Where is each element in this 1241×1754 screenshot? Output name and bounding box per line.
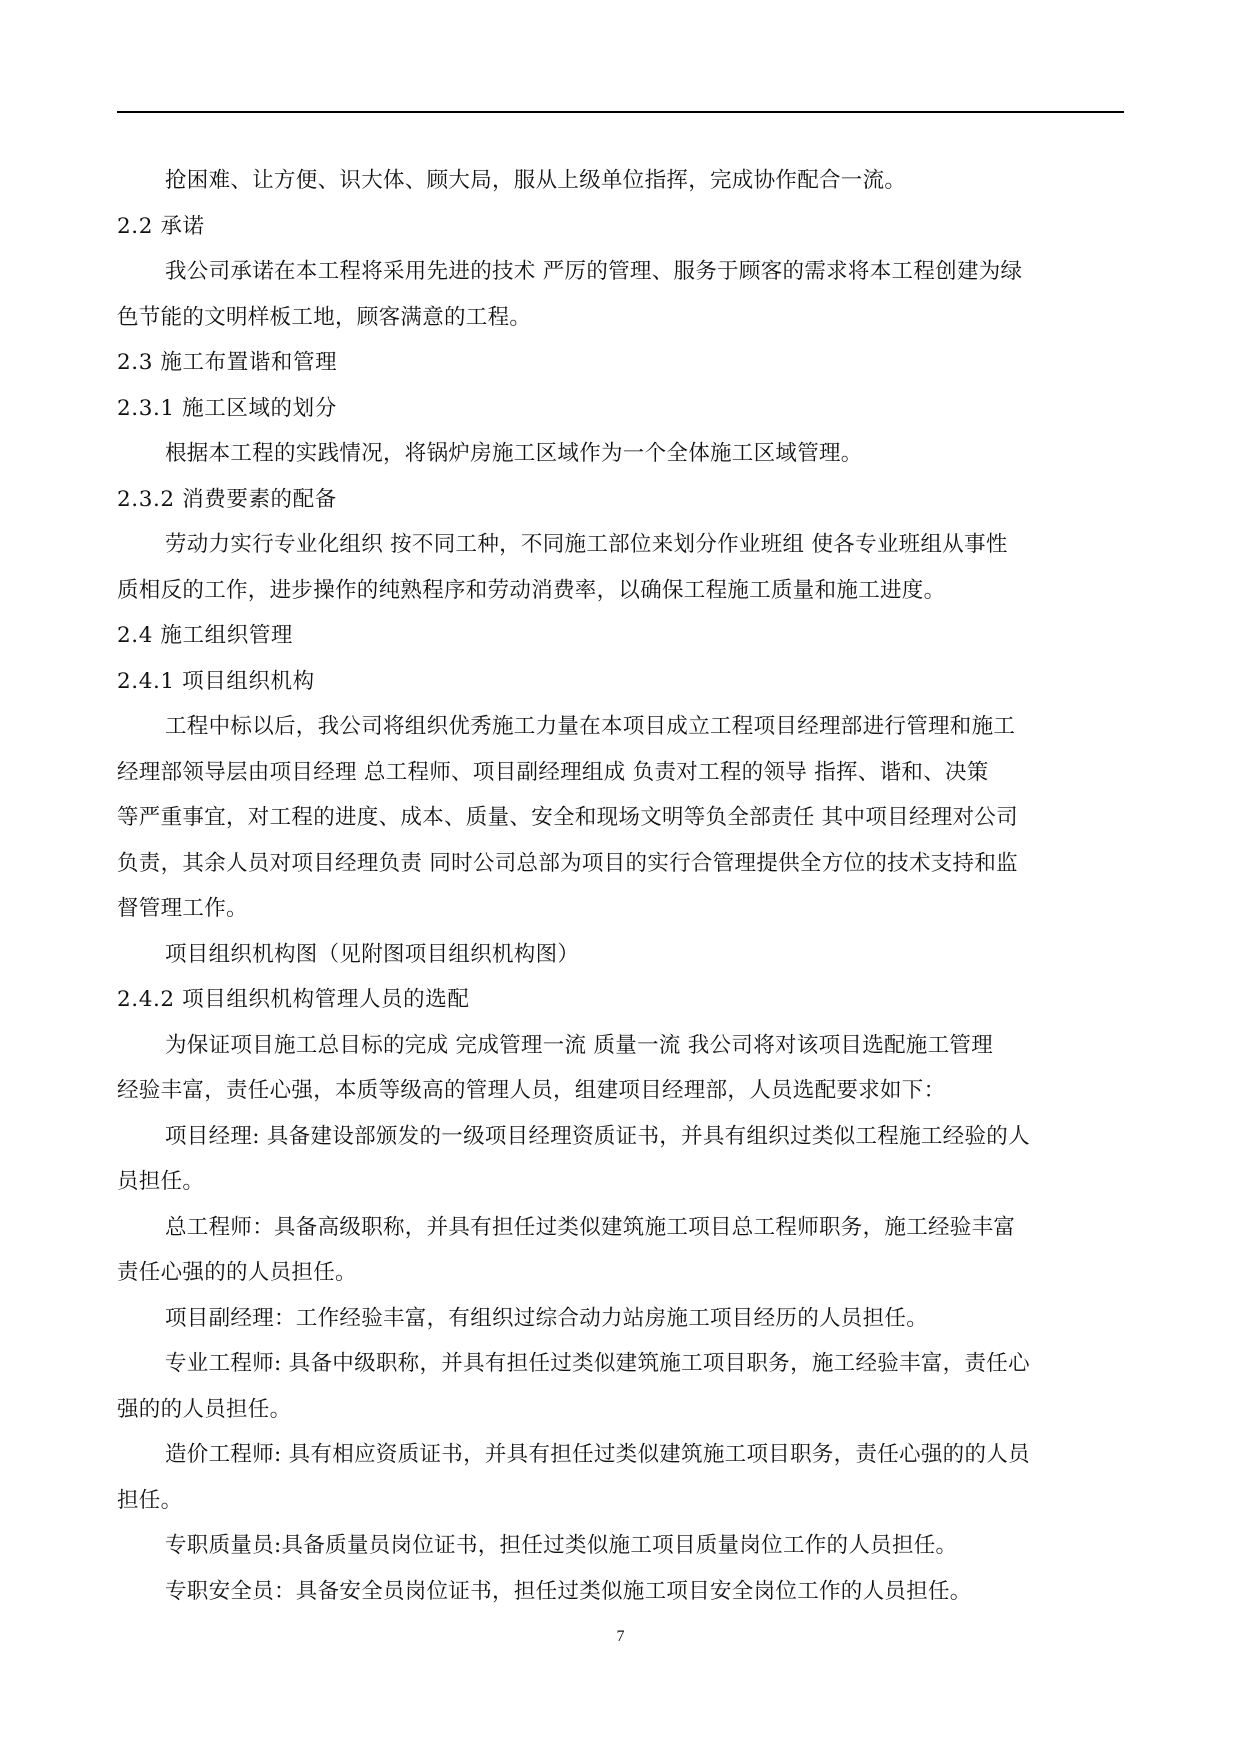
section-heading: 2.2 承诺	[117, 213, 205, 239]
paragraph-line: 专职安全员：具备安全员岗位证书，担任过类似施工项目安全岗位工作的人员担任。	[165, 1578, 972, 1604]
section-heading: 2.4.1 项目组织机构	[117, 668, 315, 694]
paragraph-line: 专业工程师: 具备中级职称，并具有担任过类似建筑施工项目职务，施工经验丰富，责任心	[165, 1351, 1030, 1376]
paragraph-line: 我公司承诺在本工程将采用先进的技术 严厉的管理、服务于顾客的需求将本工程创建为绿	[165, 259, 1023, 284]
paragraph-line: 经验丰富，责任心强，本质等级高的管理人员，组建项目经理部，人员选配要求如下：	[117, 1078, 946, 1103]
paragraph-line: 总工程师：具备高级职称，并具有担任过类似建筑施工项目总工程师职务，施工经验丰富	[165, 1214, 1016, 1240]
paragraph-line: 强的的人员担任。	[117, 1396, 292, 1422]
paragraph-line: 项目副经理：工作经验丰富，有组织过综合动力站房施工项目经历的人员担任。	[165, 1305, 929, 1331]
paragraph-line: 责任心强的的人员担任。	[117, 1260, 357, 1285]
paragraph-line: 工程中标以后，我公司将组织优秀施工力量在本项目成立工程项目经理部进行管理和施工	[165, 714, 1016, 739]
section-heading: 2.3.1 施工区域的划分	[117, 395, 337, 421]
section-heading: 2.3.2 消费要素的配备	[117, 486, 337, 512]
paragraph-line: 担任。	[117, 1487, 183, 1513]
paragraph-line: 根据本工程的实践情况，将锅炉房施工区域作为一个全体施工区域管理。	[165, 441, 863, 466]
paragraph-line: 色节能的文明样板工地，顾客满意的工程。	[117, 304, 532, 330]
paragraph-line: 项目组织机构图（见附图项目组织机构图）	[165, 941, 580, 967]
paragraph-line: 抢困难、让方便、识大体、顾大局，服从上级单位指挥，完成协作配合一流。	[165, 168, 907, 193]
paragraph-line: 督管理工作。	[117, 896, 248, 921]
paragraph-line: 造价工程师: 具有相应资质证书，并具有担任过类似建筑施工项目职务，责任心强的的人员	[165, 1442, 1030, 1467]
paragraph-line: 为保证项目施工总目标的完成 完成管理一流 质量一流 我公司将对该项目选配施工管理	[165, 1032, 994, 1058]
paragraph-line: 经理部领导层由项目经理 总工程师、项目副经理组成 负责对工程的领导 指挥、谐和、决策	[117, 759, 989, 785]
paragraph-line: 项目经理: 具备建设部颁发的一级项目经理资质证书，并具有组织过类似工程施工经验的人	[165, 1123, 1030, 1149]
paragraph-line: 员担任。	[117, 1169, 205, 1194]
paragraph-line: 劳动力实行专业化组织 按不同工种，不同施工部位来划分作业班组 使各专业班组从事性	[165, 532, 1008, 557]
section-heading: 2.4.2 项目组织机构管理人员的选配	[117, 987, 470, 1012]
paragraph-line: 质相反的工作，进步操作的纯熟程序和劳动消费率，以确保工程施工质量和施工进度。	[117, 577, 946, 603]
paragraph-line: 专职质量员:具备质量员岗位证书，担任过类似施工项目质量岗位工作的人员担任。	[165, 1533, 958, 1558]
section-heading: 2.4 施工组织管理	[117, 623, 294, 648]
header-rule	[117, 111, 1124, 113]
page-number: 7	[616, 1628, 625, 1645]
paragraph-line: 等严重事宜，对工程的进度、成本、质量、安全和现场文明等负全部责任 其中项目经理对公司	[117, 805, 1018, 830]
document-body	[117, 158, 1157, 1614]
paragraph-line: 负责，其余人员对项目经理负责 同时公司总部为项目的实行合管理提供全方位的技术支持和监	[117, 850, 1018, 876]
section-heading: 2.3 施工布置谐和管理	[117, 350, 338, 375]
